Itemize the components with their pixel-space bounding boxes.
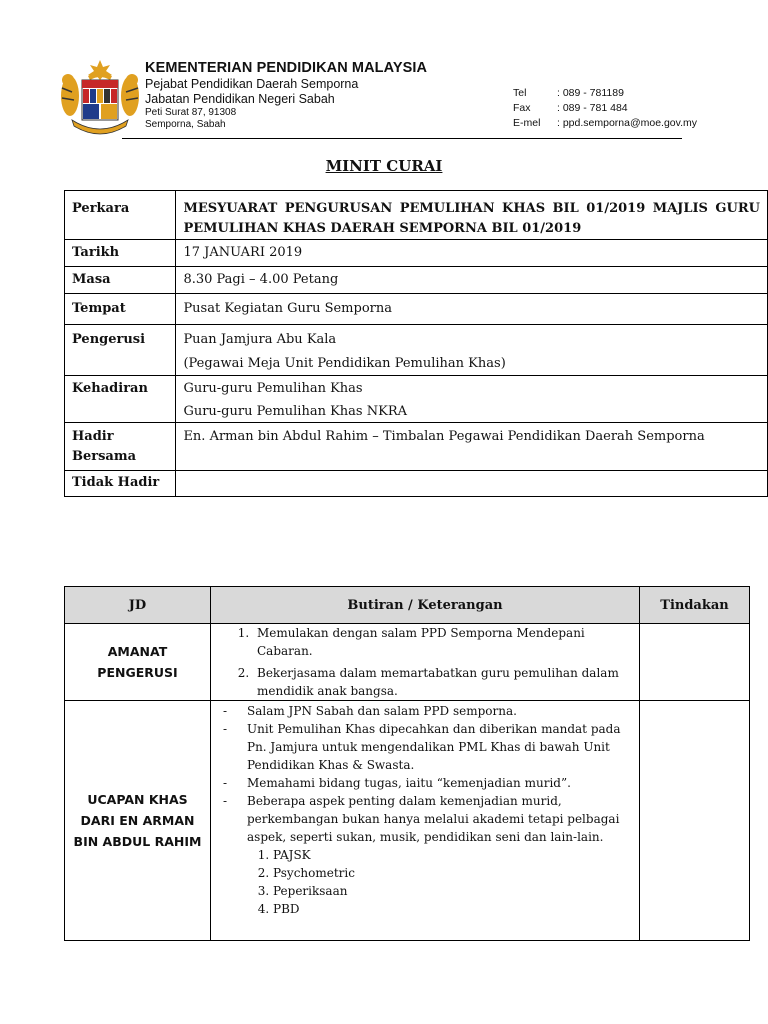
contact-tel: Tel : 089 - 781189 bbox=[513, 87, 624, 99]
list-item: 4. PBD bbox=[273, 900, 633, 918]
tarikh-value: 17 JANUARI 2019 bbox=[176, 240, 768, 267]
row-perkara bbox=[65, 191, 768, 240]
row-pengerusi bbox=[65, 325, 768, 376]
butiran-cell bbox=[211, 624, 640, 701]
list-item: 2. Psychometric bbox=[273, 864, 633, 882]
malaysia-coat-of-arms-logo bbox=[58, 58, 142, 138]
jd-cell: UCAPAN KHAS DARI EN ARMAN BIN ABDUL RAHIM bbox=[65, 701, 211, 941]
page-title: MINIT CURAI bbox=[325, 157, 443, 175]
address-line-2: Semporna, Sabah bbox=[145, 119, 226, 130]
table-row bbox=[65, 624, 750, 701]
department-name: Jabatan Pendidikan Negeri Sabah bbox=[145, 92, 335, 106]
masa-label: Masa bbox=[65, 267, 176, 294]
perkara-value: MESYUARAT PENGURUSAN PEMULIHAN KHAS BIL 01/2019 MAJLIS GURU PEMULIHAN KHAS DAERAH SEMPORNA BIL 01/2019 bbox=[176, 191, 768, 240]
address-line-1: Peti Surat 87, 91308 bbox=[145, 107, 237, 118]
butiran-list bbox=[217, 624, 633, 700]
contact-fax: Fax : 089 - 781 484 bbox=[513, 102, 628, 114]
tindakan-cell bbox=[640, 701, 750, 941]
tempat-label: Tempat bbox=[65, 294, 176, 325]
list-item: - Salam JPN Sabah dan salam PPD semporna. bbox=[247, 702, 633, 720]
table-row bbox=[65, 701, 750, 941]
contact-email: E-mel : ppd.semporna@moe.gov.my bbox=[513, 117, 698, 129]
minutes-table bbox=[64, 586, 750, 941]
row-hadir-bersama bbox=[65, 423, 768, 471]
tidak-hadir-label: Tidak Hadir bbox=[65, 471, 176, 497]
letterhead bbox=[145, 60, 427, 131]
jd-cell: AMANAT PENGERUSI bbox=[65, 624, 211, 701]
masa-value: 8.30 Pagi – 4.00 Petang bbox=[176, 267, 768, 294]
header-jd: JD bbox=[65, 587, 211, 624]
pengerusi-label: Pengerusi bbox=[65, 325, 176, 376]
butiran-cell bbox=[211, 701, 640, 941]
tarikh-label: Tarikh bbox=[65, 240, 176, 267]
kehadiran-label: Kehadiran bbox=[65, 376, 176, 423]
header-butiran: Butiran / Keterangan bbox=[211, 587, 640, 624]
row-tempat bbox=[65, 294, 768, 325]
list-item: - Unit Pemulihan Khas dipecahkan dan diberikan mandat pada Pn. Jamjura untuk mengendalikan PML Khas di bawah Unit Pendidikan Khas & Swasta. bbox=[247, 720, 633, 774]
list-item: 3. Peperiksaan bbox=[273, 882, 633, 900]
aspect-sublist bbox=[217, 846, 633, 918]
pengerusi-value bbox=[176, 325, 768, 376]
row-masa bbox=[65, 267, 768, 294]
header-tindakan: Tindakan bbox=[640, 587, 750, 624]
tempat-value: Pusat Kegiatan Guru Semporna bbox=[176, 294, 768, 325]
list-item: - Memahami bidang tugas, iaitu “kemenjadian murid”. bbox=[247, 774, 633, 792]
organization-name: KEMENTERIAN PENDIDIKAN MALAYSIA bbox=[145, 60, 428, 76]
kehadiran-value bbox=[176, 376, 768, 423]
pengerusi-name: Puan Jamjura Abu Kala bbox=[183, 332, 337, 347]
row-tidak-hadir bbox=[65, 471, 768, 497]
hadir-bersama-value: En. Arman bin Abdul Rahim – Timbalan Pegawai Pendidikan Daerah Semporna bbox=[176, 423, 768, 471]
tindakan-cell bbox=[640, 624, 750, 701]
row-tarikh bbox=[65, 240, 768, 267]
meeting-info-table bbox=[64, 190, 768, 497]
list-item: 1. Memulakan dengan salam PPD Semporna Mendepani Cabaran. bbox=[253, 624, 633, 660]
tidak-hadir-value bbox=[176, 471, 768, 497]
list-item: 2. Bekerjasama dalam memartabatkan guru pemulihan dalam mendidik anak bangsa. bbox=[253, 664, 633, 700]
list-item: 1. PAJSK bbox=[273, 846, 633, 864]
perkara-label: Perkara bbox=[65, 191, 176, 240]
hadir-bersama-label: Hadir Bersama bbox=[65, 423, 176, 471]
contact-block bbox=[513, 86, 697, 131]
header-divider bbox=[122, 138, 682, 139]
office-name: Pejabat Pendidikan Daerah Semporna bbox=[145, 77, 359, 91]
minutes-header-row bbox=[65, 587, 750, 624]
list-item: - Beberapa aspek penting dalam kemenjadian murid, perkembangan bukan hanya melalui akademi tetapi pelbagai aspek, seperti sukan, musik, pendidikan seni dan lain-lain. bbox=[247, 792, 633, 846]
butiran-list bbox=[217, 702, 633, 846]
kehadiran-item-2: Guru-guru Pemulihan Khas NKRA bbox=[183, 404, 407, 419]
pengerusi-role: (Pegawai Meja Unit Pendidikan Pemulihan Khas) bbox=[183, 356, 506, 371]
kehadiran-item-1: Guru-guru Pemulihan Khas bbox=[183, 381, 363, 396]
row-kehadiran bbox=[65, 376, 768, 423]
